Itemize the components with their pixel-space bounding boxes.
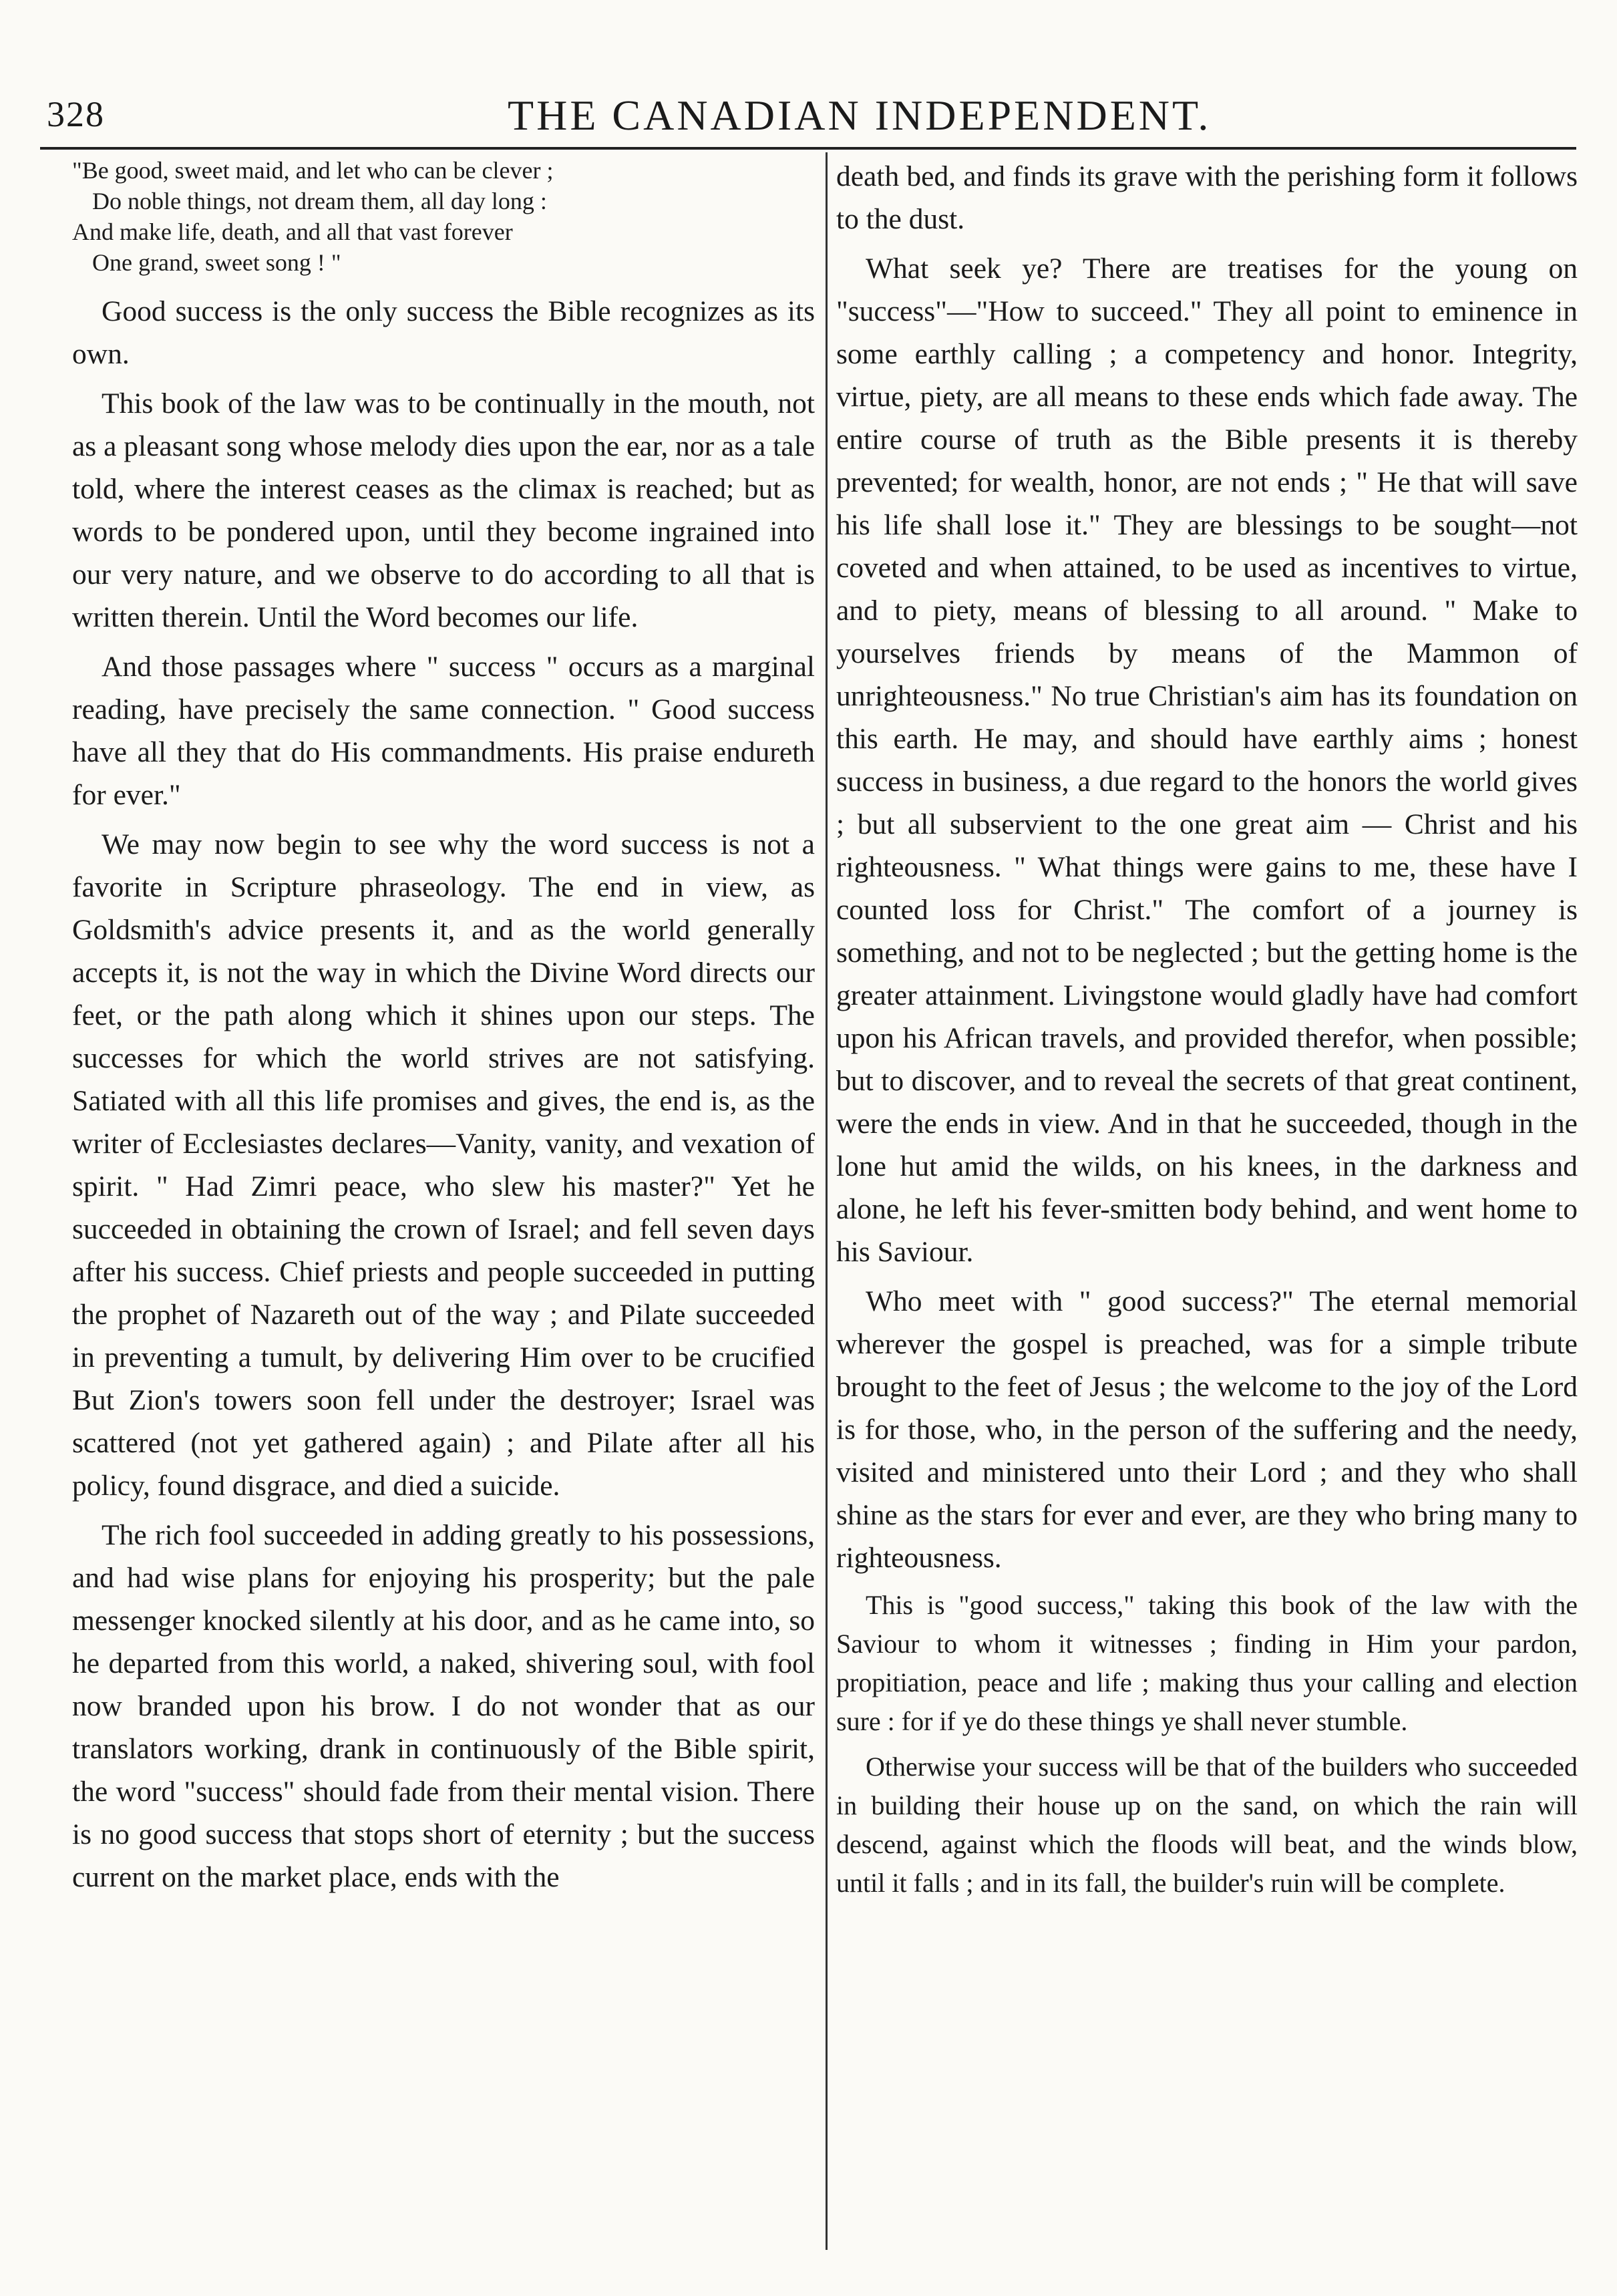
- page-header: [40, 87, 1576, 154]
- page-number: 328: [47, 94, 105, 134]
- paragraph: This book of the law was to be continually in the mouth, not as a pleasant song whose melody dies upon the ear, nor as a tale told, where the interest ceases as the climax is reached; but as words to be pondered upon, until they become ingrained into our very nature, and we observe to do according to all that is written therein. Until the Word becomes our life.: [72, 387, 816, 633]
- paragraph: We may now begin to see why the word success is not a favorite in Scripture phraseology. The end in view, as Goldsmith's advice presents it, and as the world generally accepts it, is not the way in which the Divine Word directs our feet, or the path along which it shines upon our steps. The successes for which the world strives are not satisfying. Satiated with all this life promises and gives, the end is, as the writer of Ecclesiastes declares—Vanity, vanity, and vexation of spirit. " Had Zimri peace, who slew his master?" Yet he succeeded in obtaining the crown of Israel; and fell seven days after his success. Chief priests and people succeeded in putting the prophet of Nazareth out of the way ; and Pilate succeeded in preventing a tumult, by delivering Him over to be crucified But Zion's towers soon fell under the destroyer; Israel was scattered (not yet gathered again) ; and Pilate after all his policy, found disgrace, and died a suicide.: [72, 828, 815, 1502]
- header-rule: [40, 147, 1576, 150]
- left-column: [72, 155, 815, 1905]
- column-divider: [826, 152, 828, 2250]
- right-column: [836, 155, 1578, 1909]
- journal-title: THE CANADIAN INDEPENDENT.: [508, 92, 1212, 139]
- paragraph: This is "good success," taking this book of the law with the Saviour to whom it witnesses ; finding in Him your pardon, propitiation, peace and life ; making thus your calling and election sure : for if ye do these things ye shall never stumble.: [836, 1590, 1578, 1736]
- paragraph: And those passages where " success " occurs as a marginal reading, have precisely the same connection. " Good success have all they that do His commandments. His praise endureth for ever.": [72, 651, 815, 811]
- poem-line: Do noble things, not dream them, all day long :: [92, 188, 547, 214]
- poem-line: And make life, death, and all that vast forever: [72, 218, 513, 245]
- poem-line: One grand, sweet song ! ": [92, 249, 341, 276]
- paragraph: Who meet with " good success?" The eternal memorial wherever the gospel is preached, was for a simple tribute brought to the feet of Jesus ; the welcome to the joy of the Lord is for those, who, in the person of the suffering and the needy, visited and ministered unto their Lord ; and they who shall shine as the stars for ever and ever, are they who bring many to righteousness.: [836, 1285, 1578, 1574]
- paragraph: Good success is the only success the Bible recognizes as its own.: [72, 295, 815, 370]
- paragraph: Otherwise your success will be that of the builders who succeeded in building their house up on the sand, on which the rain will descend, against which the floods will beat, and the winds blow, until it falls ; and in its fall, the builder's ruin will be complete.: [836, 1752, 1578, 1898]
- paragraph: death bed, and finds its grave with the perishing form it follows to the dust.: [836, 160, 1578, 235]
- poem-line: "Be good, sweet maid, and let who can be clever ;: [72, 157, 554, 184]
- paragraph: What seek ye? There are treatises for the young on "success"—"How to succeed." They all point to eminence in some earthly calling ; a competency and honor. Integrity, virtue, piety, are all means to these ends which fade away. The entire course of truth as the Bible presents it is thereby prevented; for wealth, honor, are not ends ; " He that will save his life shall lose it." They are blessings to be sought—not coveted and when attained, to be used as incentives to virtue, and to piety, means of blessing to all around. " Make to yourselves friends by means of the Mammon of unrighteousness." No true Christian's aim has its foundation on this earth. He may, and should have earthly aims ; honest success in business, a due regard to the honors the world gives ; but all subservient to the one great aim — Christ and his righteousness. " What things were gains to me, these have I counted loss for Christ." The comfort of a journey is something, and not to be neglected ; but the getting home is the greater attainment. Livingstone would gladly have had comfort upon his African travels, and provided therefor, when possible; but to discover, and to reveal the secrets of that great continent, were the ends in view. And in that he succeeded, though in the lone hut amid the wilds, on his knees, in the darkness and alone, he left his fever-smitten body behind, and went home to his Saviour.: [836, 253, 1578, 1268]
- epigraph-poem: [72, 155, 815, 278]
- paragraph: The rich fool succeeded in adding greatly to his possessions, and had wise plans for enjoying his prosperity; but the pale messenger knocked silently at his door, and as he came into, so he departed from this world, a naked, shivering soul, with fool now branded upon his brow. I do not wonder that as our translators working, drank in continuously of the Bible spirit, the word "success" should fade from their mental vision. There is no good success that stops short of eternity ; but the success current on the market place, ends with the: [72, 1519, 815, 1893]
